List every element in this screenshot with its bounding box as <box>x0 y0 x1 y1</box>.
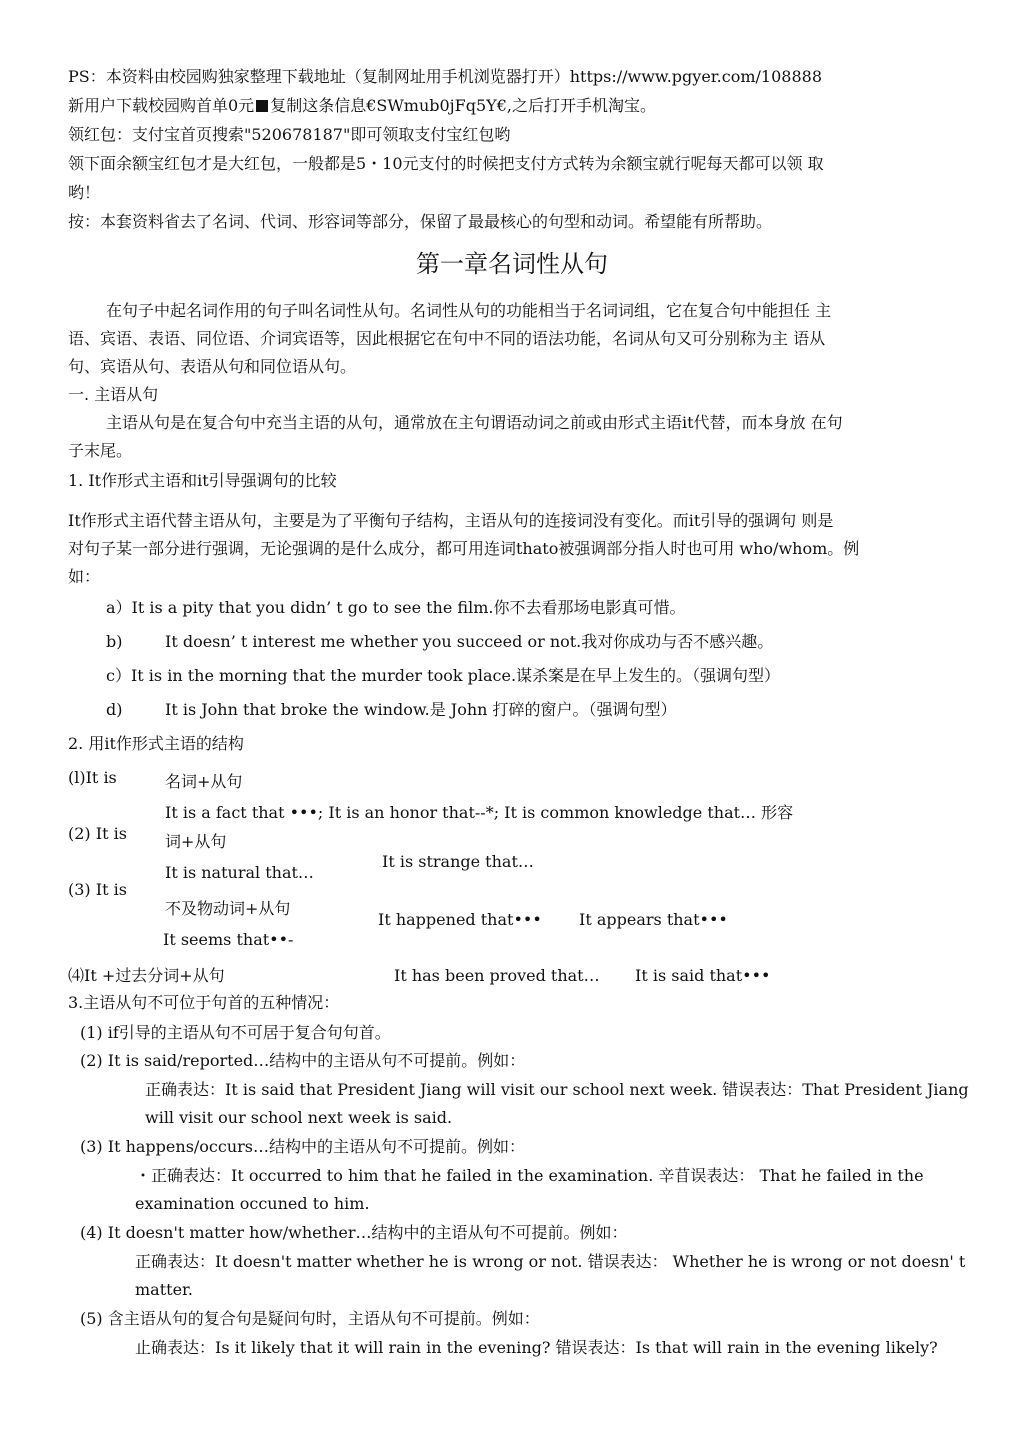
case-2-line-1: 正确表达：It is said that President Jiang will visit our school next week. 错误表达：That President Jiang <box>145 1080 969 1099</box>
subsection-1-line-3: 如： <box>68 567 101 586</box>
case-3-line-2: examination occuned to him. <box>135 1194 370 1213</box>
subsection-2-heading: 2. 用it作形式主语的结构 <box>68 734 244 753</box>
example-c: c）It is in the morning that the murder took place.谋杀案是在早上发生的。（强调句型） <box>106 666 781 685</box>
header-line-6: 按：本套资料省去了名词、代词、形容词等部分，保留了最最核心的句型和动词。希望能有所帮助。 <box>68 212 773 231</box>
example-a: a）It is a pity that you didn’ t go to see the film.你不去看那场电影真可惜。 <box>106 598 686 617</box>
chapter-title: 第一章名词性从句 <box>416 250 608 278</box>
example-d: It is John that broke the window.是 John 打碎的窗户。（强调句型） <box>165 700 677 719</box>
header-line-5: 哟！ <box>68 183 101 202</box>
section-heading: 一. 主语从句 <box>68 385 159 404</box>
section-paragraph-1: 主语从句是在复合句中充当主语的从句，通常放在主句谓语动词之前或由形式主语it代替，而本身放 在句 <box>106 413 843 432</box>
header-line-2-part-a: 新用户下载校园购首单0元 <box>68 96 255 115</box>
header-line-4: 领下面余额宝红包才是大红包，一般都是5・10元支付的时候把支付方式转为余额宝就行呢每天都可以领 取 <box>68 154 824 173</box>
case-4-line-1: 正确表达：It doesn't matter whether he is wrong or not. 错误表达： Whether he is wrong or not doesn' t <box>135 1252 966 1271</box>
intro-line-3: 句、宾语从句、表语从句和同位语从句。 <box>68 357 357 376</box>
intro-line-1: 在句子中起名词作用的句子叫名词性从句。名词性从句的功能相当于名词词组，它在复合句中能担任 主 <box>106 301 832 320</box>
structure-2-example-1: It is natural that… <box>165 863 314 882</box>
structure-3-pattern: 不及物动词+从句 <box>165 899 291 918</box>
case-4: (4) It doesn't matter how/whether…结构中的主语从句不可提前。例如： <box>80 1223 628 1242</box>
structure-3-label: (3) It is <box>68 880 127 899</box>
header-line-1: PS：本资料由校园购独家整理下载地址（复制网址用手机浏览器打开）https://www.pgyer.com/108888 <box>68 67 822 86</box>
case-2-line-2: will visit our school next week is said. <box>145 1108 453 1127</box>
black-square-icon <box>256 100 268 112</box>
subsection-1-line-1: It作形式主语代替主语从句，主要是为了平衡句子结构，主语从句的连接词没有变化。而it引导的强调句 则是 <box>68 511 834 530</box>
structure-4-label: ⑷It +过去分词+从句 <box>68 966 225 985</box>
structure-1-label: (l)It is <box>68 768 117 787</box>
structure-4-example-1: It has been proved that… <box>394 966 600 985</box>
case-5-line-1: 止确表达：Is it likely that it will rain in the evening? 错误表达：Is that will rain in the evening likely? <box>135 1338 938 1357</box>
case-1: (1) if引导的主语从句不可居于复合句句首。 <box>80 1023 391 1042</box>
header-line-2 <box>68 95 656 117</box>
case-4-line-2: matter. <box>135 1280 194 1299</box>
case-3: (3) It happens/occurs…结构中的主语从句不可提前。例如： <box>80 1137 526 1156</box>
example-b: It doesn’ t interest me whether you succeed or not.我对你成功与否不感兴趣。 <box>165 632 774 651</box>
subsection-1-heading: 1. It作形式主语和it引导强调句的比较 <box>68 471 337 490</box>
structure-2-example-2: It is strange that… <box>382 852 534 871</box>
subsection-3-heading: 3.主语从句不可位于句首的五种情况： <box>68 993 340 1012</box>
header-line-3: 领红包：支付宝首页搜索"520678187"即可领取支付宝红包哟 <box>68 125 511 144</box>
structure-2-label: (2) It is <box>68 824 127 843</box>
structure-3-example-1: It happened that••• <box>378 910 542 929</box>
example-b-label: b) <box>106 632 123 651</box>
structure-3-example-3: It seems that••- <box>163 930 294 949</box>
structure-4-example-2: It is said that••• <box>635 966 771 985</box>
section-paragraph-2: 子末尾。 <box>68 441 133 460</box>
case-5: (5) 含主语从句的复合句是疑问句时，主语从句不可提前。例如： <box>80 1309 540 1328</box>
structure-2-pattern: 词+从句 <box>165 832 227 851</box>
case-2: (2) It is said/reported…结构中的主语从句不可提前。例如： <box>80 1051 526 1070</box>
example-d-label: d) <box>106 700 123 719</box>
structure-3-example-2: It appears that••• <box>579 910 728 929</box>
subsection-1-line-2: 对句子某一部分进行强调，无论强调的是什么成分，都可用连词thato被强调部分指人时也可用 who/whom。例 <box>68 539 860 558</box>
structure-1-pattern: 名词+从句 <box>165 772 243 791</box>
intro-line-2: 语、宾语、表语、同位语、介词宾语等，因此根据它在句中不同的语法功能，名词从句又可分别称为主 语从 <box>68 329 826 348</box>
structure-1-examples: It is a fact that •••; It is an honor that--*; It is common knowledge that… 形容 <box>165 803 794 822</box>
case-3-line-1: ・正确表达：It occurred to him that he failed in the examination. 辛苜误表达： That he failed in the <box>135 1166 924 1185</box>
header-line-2-part-b: 复制这条信息€SWmub0jFq5Y€,之后打开手机淘宝。 <box>270 96 656 115</box>
